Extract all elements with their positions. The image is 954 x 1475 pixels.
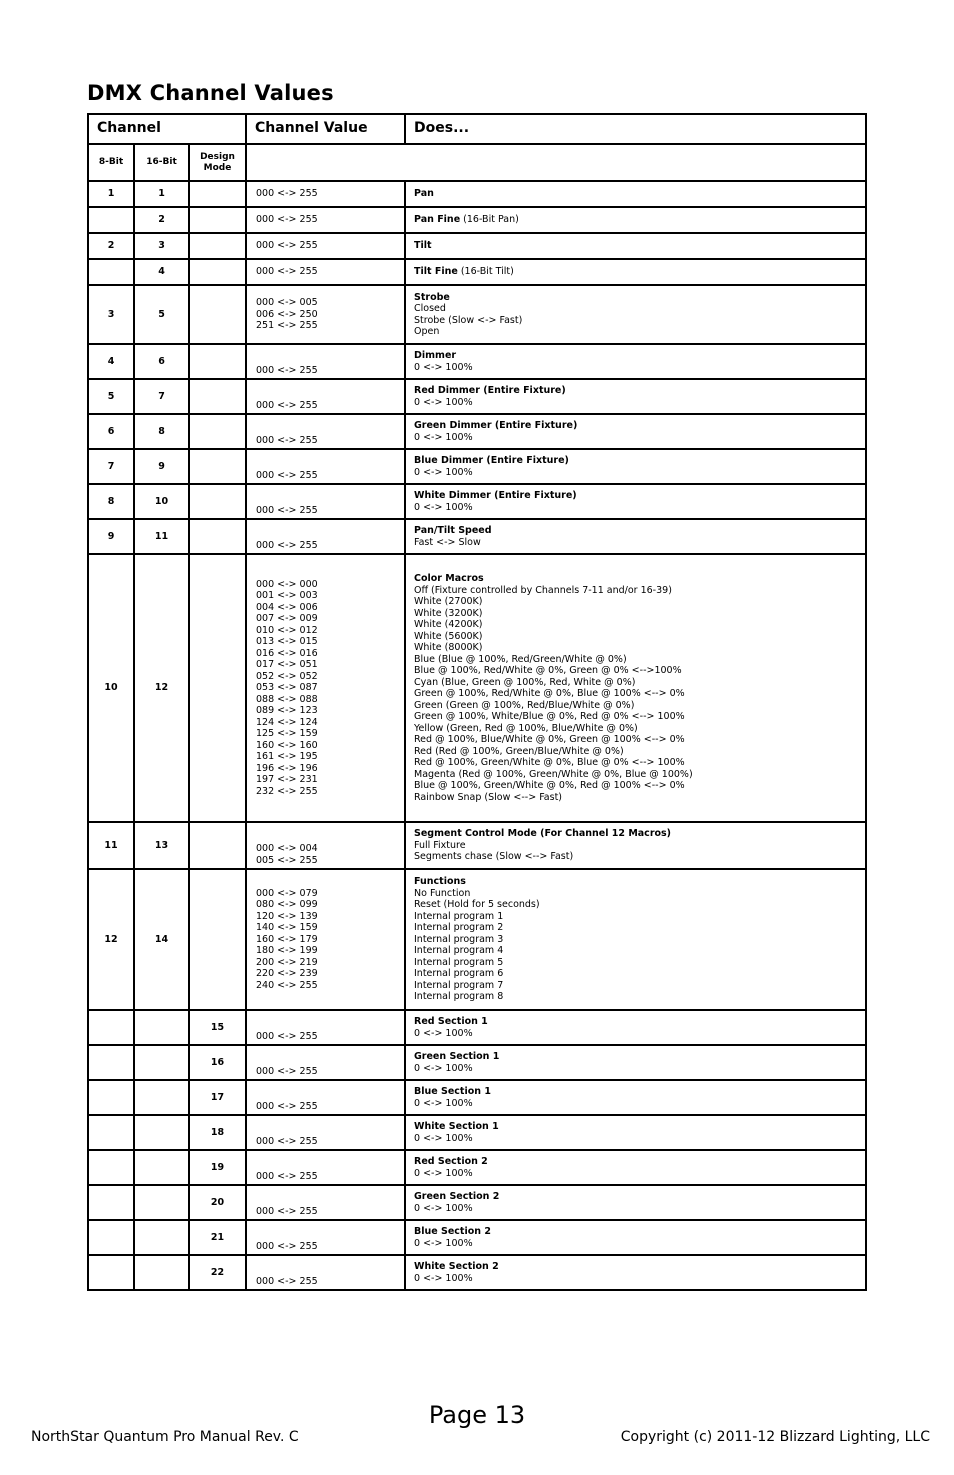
function-name: Blue Section 1	[414, 1086, 491, 1097]
cell-design-mode: 22	[189, 1255, 246, 1290]
table-row	[88, 414, 866, 449]
cell-does	[405, 554, 866, 822]
cell-16bit: 12	[134, 554, 189, 822]
function-name: Strobe	[414, 291, 450, 303]
cell-8bit: 9	[88, 519, 134, 554]
cell-8bit: 4	[88, 344, 134, 379]
function-description: 0 <-> 100%	[414, 431, 473, 443]
cell-16bit: 8	[134, 414, 189, 449]
function-name: Pan	[414, 188, 434, 200]
cell-16bit: 5	[134, 285, 189, 344]
cell-channel-value: 000 <-> 255	[246, 1150, 405, 1185]
cell-channel-value: 000 <-> 255	[246, 1080, 405, 1115]
header-blank	[246, 144, 866, 181]
cell-does	[405, 285, 866, 344]
cell-design-mode	[189, 181, 246, 207]
header-design-mode	[189, 144, 246, 181]
cell-channel-value: 000 <-> 255	[246, 1255, 405, 1290]
cell-16bit: 11	[134, 519, 189, 554]
cell-design-mode: 16	[189, 1045, 246, 1080]
cell-8bit	[88, 1045, 134, 1080]
cell-8bit	[88, 1150, 134, 1185]
function-name: Pan/Tilt Speed	[414, 525, 492, 536]
cell-design-mode	[189, 233, 246, 259]
table-row	[88, 1115, 866, 1150]
cell-does	[405, 379, 866, 414]
cell-8bit: 5	[88, 379, 134, 414]
page-title: DMX Channel Values	[87, 81, 334, 105]
cell-design-mode: 20	[189, 1185, 246, 1220]
function-description: 0 <-> 100%	[414, 1272, 473, 1284]
cell-design-mode: 19	[189, 1150, 246, 1185]
cell-channel-value: 000 <-> 255	[246, 233, 405, 259]
table-row	[88, 285, 866, 344]
cell-16bit	[134, 1220, 189, 1255]
cell-channel-value: 000 <-> 255	[246, 1010, 405, 1045]
cell-16bit	[134, 1045, 189, 1080]
cell-8bit: 3	[88, 285, 134, 344]
cell-16bit	[134, 1150, 189, 1185]
cell-does	[405, 1010, 866, 1045]
table-row	[88, 869, 866, 1010]
function-description: 0 <-> 100%	[414, 466, 473, 478]
cell-16bit	[134, 1255, 189, 1290]
table-row	[88, 822, 866, 869]
cell-16bit: 13	[134, 822, 189, 869]
function-name: Segment Control Mode (For Channel 12 Macros)	[414, 828, 672, 840]
cell-16bit: 7	[134, 379, 189, 414]
function-description: No Function Reset (Hold for 5 seconds) Internal program 1 Internal program 2 Internal program 3 Internal program 4 Internal program 5 Internal program 6 Internal program 7 Internal program 8	[414, 887, 540, 1003]
cell-8bit	[88, 1115, 134, 1150]
cell-8bit	[88, 207, 134, 233]
header-16bit: 16-Bit	[134, 144, 189, 181]
function-name: Tilt Fine	[414, 266, 458, 278]
cell-8bit	[88, 1220, 134, 1255]
cell-8bit	[88, 1185, 134, 1220]
table-row	[88, 1220, 866, 1255]
function-description: 0 <-> 100%	[414, 1237, 473, 1249]
function-description: Fast <-> Slow	[414, 536, 481, 548]
function-description: Off (Fixture controlled by Channels 7-11 and/or 16-39) White (2700K) White (3200K) White (4200K) White (5600K) White (8000K) Blue (Blue @ 100%, Red/Green/White @ 0%) Blue @ 100%, Red/White @ 0%, Green @ 0% <-->100% Cyan (Blue, Green @ 100%, Red, White @ 0%) Green @ 100%, Red/White @ 0%, Blue @ 100% <--> 0% Green (Green @ 100%, Red/Blue/White @ 0%) Green @ 100%, White/Blue @ 0%, Red @ 0% <--> 100% Yellow (Green, Red @ 100%, Blue/White @ 0%) Red @ 100%, Blue/White @ 0%, Green @ 100% <--> 0% Red (Red @ 100%, Green/Blue/White @ 0%) Red @ 100%, Green/White @ 0%, Blue @ 0% <--> 100% Magenta (Red @ 100%, Green/White @ 0%, Blue @ 100%) Blue @ 100%, Green/White @ 0%, Red @ 100% <--> 0% Rainbow Snap (Slow <--> Fast)	[414, 584, 693, 803]
table-row	[88, 233, 866, 259]
cell-16bit	[134, 1010, 189, 1045]
table-row	[88, 1080, 866, 1115]
cell-channel-value: 000 <-> 255	[246, 484, 405, 519]
function-note: (16-Bit Tilt)	[457, 266, 514, 278]
cell-does	[405, 207, 866, 233]
cell-8bit: 7	[88, 449, 134, 484]
cell-8bit: 12	[88, 869, 134, 1010]
cell-does	[405, 1045, 866, 1080]
table-row	[88, 1010, 866, 1045]
function-name: Color Macros	[414, 573, 484, 584]
function-name: Functions	[414, 876, 466, 888]
footer-copyright: Copyright (c) 2011-12 Blizzard Lighting, LLC	[620, 1429, 930, 1445]
cell-does	[405, 869, 866, 1010]
table-subheader-row	[88, 144, 866, 181]
header-channel-value: Channel Value	[246, 114, 405, 144]
cell-design-mode	[189, 869, 246, 1010]
table-row	[88, 554, 866, 822]
table-row	[88, 1185, 866, 1220]
cell-design-mode	[189, 285, 246, 344]
function-name: Green Dimmer (Entire Fixture)	[414, 420, 578, 431]
function-description: 0 <-> 100%	[414, 1132, 473, 1144]
cell-channel-value: 000 <-> 255	[246, 1045, 405, 1080]
footer-manual-title: NorthStar Quantum Pro Manual Rev. C	[31, 1429, 299, 1445]
function-description: 0 <-> 100%	[414, 361, 473, 373]
cell-channel-value: 000 <-> 255	[246, 181, 405, 207]
cell-channel-value: 000 <-> 004 005 <-> 255	[246, 822, 405, 869]
function-name: Green Section 2	[414, 1191, 500, 1202]
table-row	[88, 344, 866, 379]
cell-does	[405, 259, 866, 285]
function-name: Dimmer	[414, 350, 457, 361]
cell-channel-value: 000 <-> 079 080 <-> 099 120 <-> 139 140 <-> 159 160 <-> 179 180 <-> 199 200 <-> 219 220 <-> 239 240 <-> 255	[246, 869, 405, 1010]
cell-16bit: 3	[134, 233, 189, 259]
cell-channel-value: 000 <-> 005 006 <-> 250 251 <-> 255	[246, 285, 405, 344]
cell-16bit	[134, 1185, 189, 1220]
cell-does	[405, 344, 866, 379]
cell-channel-value: 000 <-> 255	[246, 207, 405, 233]
cell-16bit: 1	[134, 181, 189, 207]
function-name: Blue Section 2	[414, 1226, 491, 1237]
cell-design-mode: 21	[189, 1220, 246, 1255]
cell-16bit: 9	[134, 449, 189, 484]
cell-design-mode	[189, 379, 246, 414]
cell-16bit: 10	[134, 484, 189, 519]
function-description: 0 <-> 100%	[414, 1202, 473, 1214]
cell-8bit: 1	[88, 181, 134, 207]
cell-8bit: 6	[88, 414, 134, 449]
cell-design-mode: 18	[189, 1115, 246, 1150]
table-row	[88, 1255, 866, 1290]
cell-channel-value: 000 <-> 255	[246, 379, 405, 414]
cell-8bit	[88, 1010, 134, 1045]
function-name: Red Section 1	[414, 1016, 488, 1027]
table-row	[88, 519, 866, 554]
cell-channel-value: 000 <-> 255	[246, 1115, 405, 1150]
function-description: 0 <-> 100%	[414, 501, 473, 513]
table-header-row	[88, 114, 866, 144]
cell-does	[405, 1115, 866, 1150]
cell-8bit	[88, 259, 134, 285]
function-name: Tilt	[414, 240, 432, 252]
cell-channel-value: 000 <-> 255	[246, 449, 405, 484]
function-description: 0 <-> 100%	[414, 1097, 473, 1109]
cell-does	[405, 1150, 866, 1185]
header-8bit: 8-Bit	[88, 144, 134, 181]
cell-design-mode	[189, 344, 246, 379]
cell-does	[405, 484, 866, 519]
cell-8bit: 8	[88, 484, 134, 519]
function-name: Blue Dimmer (Entire Fixture)	[414, 455, 569, 466]
cell-channel-value: 000 <-> 000 001 <-> 003 004 <-> 006 007 <-> 009 010 <-> 012 013 <-> 015 016 <-> 016 017 <-> 051 052 <-> 052 053 <-> 087 088 <-> 088 089 <-> 123 124 <-> 124 125 <-> 159 160 <-> 160 161 <-> 195 196 <-> 196 197 <-> 231 232 <-> 255	[246, 554, 405, 822]
function-name: Pan Fine	[414, 214, 461, 226]
function-description: 0 <-> 100%	[414, 1027, 473, 1039]
function-note: (16-Bit Pan)	[460, 214, 519, 226]
function-description: Closed Strobe (Slow <-> Fast) Open	[414, 303, 523, 337]
header-does: Does...	[405, 114, 866, 144]
page-number: Page 13	[428, 1401, 526, 1429]
cell-16bit: 14	[134, 869, 189, 1010]
cell-does	[405, 233, 866, 259]
table-row	[88, 484, 866, 519]
cell-does	[405, 181, 866, 207]
cell-design-mode	[189, 822, 246, 869]
table-row	[88, 449, 866, 484]
function-name: Red Section 2	[414, 1156, 488, 1167]
cell-does	[405, 1185, 866, 1220]
cell-16bit	[134, 1115, 189, 1150]
cell-16bit: 4	[134, 259, 189, 285]
table-row	[88, 1045, 866, 1080]
cell-does	[405, 1255, 866, 1290]
table-row	[88, 379, 866, 414]
cell-design-mode	[189, 554, 246, 822]
cell-design-mode: 17	[189, 1080, 246, 1115]
cell-channel-value: 000 <-> 255	[246, 344, 405, 379]
cell-channel-value: 000 <-> 255	[246, 519, 405, 554]
cell-design-mode	[189, 519, 246, 554]
table-row	[88, 259, 866, 285]
cell-8bit: 2	[88, 233, 134, 259]
cell-channel-value: 000 <-> 255	[246, 259, 405, 285]
cell-8bit	[88, 1080, 134, 1115]
cell-does	[405, 1080, 866, 1115]
cell-design-mode	[189, 449, 246, 484]
function-name: White Section 2	[414, 1261, 499, 1272]
table-row	[88, 207, 866, 233]
header-channel: Channel	[88, 114, 246, 144]
cell-design-mode	[189, 484, 246, 519]
cell-design-mode	[189, 259, 246, 285]
function-description: 0 <-> 100%	[414, 1167, 473, 1179]
dmx-channel-table	[87, 113, 867, 1291]
cell-16bit: 2	[134, 207, 189, 233]
cell-does	[405, 449, 866, 484]
function-description: Full Fixture Segments chase (Slow <--> Fast)	[414, 839, 574, 863]
cell-does	[405, 1220, 866, 1255]
header-design-mode-label: Design Mode	[200, 151, 235, 173]
function-name: White Section 1	[414, 1121, 499, 1132]
cell-8bit	[88, 1255, 134, 1290]
table-row	[88, 1150, 866, 1185]
cell-does	[405, 519, 866, 554]
cell-design-mode	[189, 414, 246, 449]
cell-8bit: 10	[88, 554, 134, 822]
cell-design-mode	[189, 207, 246, 233]
table-row	[88, 181, 866, 207]
cell-channel-value: 000 <-> 255	[246, 414, 405, 449]
function-description: 0 <-> 100%	[414, 396, 473, 408]
cell-does	[405, 822, 866, 869]
function-name: White Dimmer (Entire Fixture)	[414, 490, 577, 501]
cell-8bit: 11	[88, 822, 134, 869]
cell-16bit: 6	[134, 344, 189, 379]
cell-channel-value: 000 <-> 255	[246, 1220, 405, 1255]
function-name: Red Dimmer (Entire Fixture)	[414, 385, 566, 396]
cell-does	[405, 414, 866, 449]
cell-channel-value: 000 <-> 255	[246, 1185, 405, 1220]
cell-design-mode: 15	[189, 1010, 246, 1045]
function-name: Green Section 1	[414, 1051, 500, 1062]
function-description: 0 <-> 100%	[414, 1062, 473, 1074]
cell-16bit	[134, 1080, 189, 1115]
